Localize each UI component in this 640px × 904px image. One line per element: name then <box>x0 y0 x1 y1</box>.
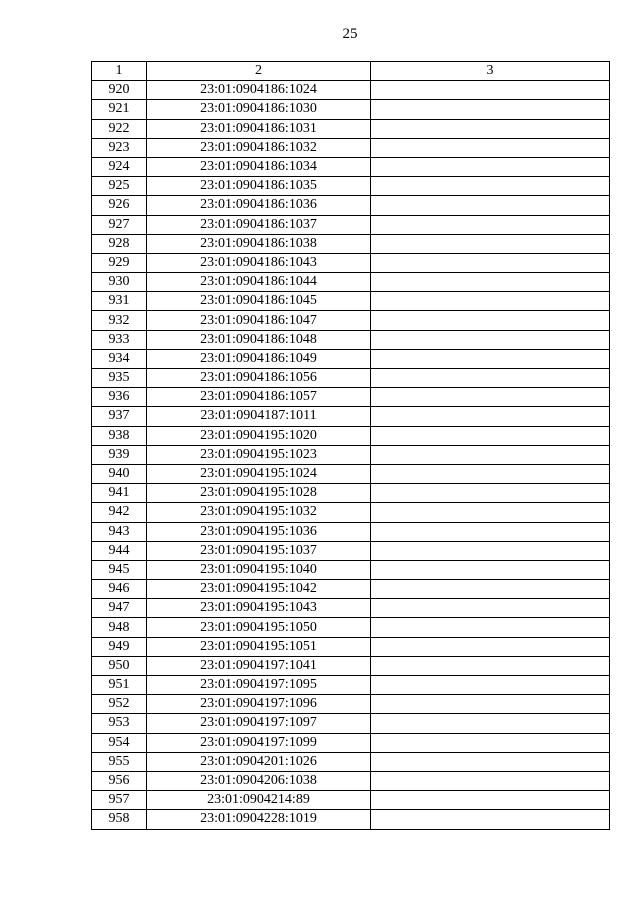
table-body <box>92 81 610 829</box>
cadastral-number-cell: 23:01:0904201:1026 <box>147 752 371 771</box>
note-cell <box>371 637 610 656</box>
cadastral-number-cell: 23:01:0904186:1037 <box>147 215 371 234</box>
row-number-cell: 958 <box>92 810 147 829</box>
table-row <box>92 407 610 426</box>
cadastral-number-cell: 23:01:0904186:1035 <box>147 177 371 196</box>
row-number-cell: 948 <box>92 618 147 637</box>
table-header-row <box>92 62 610 81</box>
cadastral-number-cell: 23:01:0904195:1042 <box>147 580 371 599</box>
row-number-cell: 923 <box>92 138 147 157</box>
table-row <box>92 484 610 503</box>
note-cell <box>371 752 610 771</box>
cadastral-number-cell: 23:01:0904186:1045 <box>147 292 371 311</box>
note-cell <box>371 407 610 426</box>
table-row <box>92 676 610 695</box>
row-number-cell: 940 <box>92 464 147 483</box>
cadastral-number-cell: 23:01:0904195:1023 <box>147 445 371 464</box>
note-cell <box>371 81 610 100</box>
note-cell <box>371 157 610 176</box>
cadastral-number-cell: 23:01:0904195:1024 <box>147 464 371 483</box>
table-row <box>92 580 610 599</box>
note-cell <box>371 618 610 637</box>
table-row <box>92 234 610 253</box>
cadastral-number-cell: 23:01:0904195:1043 <box>147 599 371 618</box>
table-row <box>92 791 610 810</box>
row-number-cell: 954 <box>92 733 147 752</box>
cadastral-number-cell: 23:01:0904197:1041 <box>147 656 371 675</box>
row-number-cell: 926 <box>92 196 147 215</box>
note-cell <box>371 426 610 445</box>
column-header-1: 1 <box>92 62 147 81</box>
note-cell <box>371 484 610 503</box>
table-row <box>92 311 610 330</box>
note-cell <box>371 503 610 522</box>
note-cell <box>371 810 610 829</box>
note-cell <box>371 369 610 388</box>
table-row <box>92 157 610 176</box>
row-number-cell: 944 <box>92 541 147 560</box>
table-row <box>92 503 610 522</box>
cadastral-number-cell: 23:01:0904187:1011 <box>147 407 371 426</box>
note-cell <box>371 177 610 196</box>
table-row <box>92 714 610 733</box>
table-row <box>92 349 610 368</box>
note-cell <box>371 119 610 138</box>
note-cell <box>371 771 610 790</box>
cadastral-number-cell: 23:01:0904186:1047 <box>147 311 371 330</box>
cadastral-number-cell: 23:01:0904186:1043 <box>147 253 371 272</box>
note-cell <box>371 311 610 330</box>
table-row <box>92 599 610 618</box>
cadastral-number-cell: 23:01:0904186:1044 <box>147 273 371 292</box>
table-row <box>92 522 610 541</box>
cadastral-number-cell: 23:01:0904197:1095 <box>147 676 371 695</box>
row-number-cell: 956 <box>92 771 147 790</box>
cadastral-number-cell: 23:01:0904186:1032 <box>147 138 371 157</box>
note-cell <box>371 733 610 752</box>
cadastral-number-cell: 23:01:0904186:1048 <box>147 330 371 349</box>
page-number: 25 <box>342 26 358 42</box>
row-number-cell: 957 <box>92 791 147 810</box>
row-number-cell: 942 <box>92 503 147 522</box>
note-cell <box>371 541 610 560</box>
note-cell <box>371 330 610 349</box>
table-row <box>92 426 610 445</box>
cadastral-number-cell: 23:01:0904186:1038 <box>147 234 371 253</box>
row-number-cell: 953 <box>92 714 147 733</box>
cadastral-number-cell: 23:01:0904214:89 <box>147 791 371 810</box>
table-row <box>92 369 610 388</box>
row-number-cell: 925 <box>92 177 147 196</box>
note-cell <box>371 445 610 464</box>
note-cell <box>371 215 610 234</box>
table-row <box>92 464 610 483</box>
row-number-cell: 933 <box>92 330 147 349</box>
cadastral-number-table <box>91 61 610 830</box>
cadastral-number-cell: 23:01:0904197:1097 <box>147 714 371 733</box>
cadastral-number-cell: 23:01:0904195:1020 <box>147 426 371 445</box>
row-number-cell: 936 <box>92 388 147 407</box>
cadastral-number-cell: 23:01:0904186:1056 <box>147 369 371 388</box>
row-number-cell: 924 <box>92 157 147 176</box>
row-number-cell: 952 <box>92 695 147 714</box>
cadastral-number-cell: 23:01:0904186:1057 <box>147 388 371 407</box>
table-row <box>92 656 610 675</box>
table-row <box>92 177 610 196</box>
table-row <box>92 771 610 790</box>
table-row <box>92 445 610 464</box>
row-number-cell: 937 <box>92 407 147 426</box>
cadastral-number-cell: 23:01:0904186:1031 <box>147 119 371 138</box>
note-cell <box>371 273 610 292</box>
table-row <box>92 215 610 234</box>
cadastral-number-cell: 23:01:0904186:1049 <box>147 349 371 368</box>
row-number-cell: 929 <box>92 253 147 272</box>
note-cell <box>371 100 610 119</box>
row-number-cell: 938 <box>92 426 147 445</box>
row-number-cell: 934 <box>92 349 147 368</box>
table-row <box>92 388 610 407</box>
cadastral-number-cell: 23:01:0904228:1019 <box>147 810 371 829</box>
table-row <box>92 273 610 292</box>
note-cell <box>371 349 610 368</box>
table-row <box>92 810 610 829</box>
note-cell <box>371 522 610 541</box>
cadastral-number-cell: 23:01:0904186:1024 <box>147 81 371 100</box>
note-cell <box>371 560 610 579</box>
cadastral-number-cell: 23:01:0904195:1028 <box>147 484 371 503</box>
table-row <box>92 292 610 311</box>
row-number-cell: 950 <box>92 656 147 675</box>
row-number-cell: 921 <box>92 100 147 119</box>
cadastral-number-cell: 23:01:0904197:1096 <box>147 695 371 714</box>
row-number-cell: 941 <box>92 484 147 503</box>
cadastral-number-cell: 23:01:0904195:1040 <box>147 560 371 579</box>
table-row <box>92 330 610 349</box>
note-cell <box>371 695 610 714</box>
note-cell <box>371 676 610 695</box>
row-number-cell: 951 <box>92 676 147 695</box>
row-number-cell: 935 <box>92 369 147 388</box>
cadastral-number-cell: 23:01:0904195:1037 <box>147 541 371 560</box>
table-row <box>92 138 610 157</box>
row-number-cell: 930 <box>92 273 147 292</box>
note-cell <box>371 464 610 483</box>
note-cell <box>371 138 610 157</box>
note-cell <box>371 791 610 810</box>
row-number-cell: 943 <box>92 522 147 541</box>
cadastral-number-cell: 23:01:0904186:1034 <box>147 157 371 176</box>
cadastral-number-cell: 23:01:0904195:1036 <box>147 522 371 541</box>
row-number-cell: 928 <box>92 234 147 253</box>
cadastral-number-cell: 23:01:0904195:1050 <box>147 618 371 637</box>
note-cell <box>371 599 610 618</box>
row-number-cell: 931 <box>92 292 147 311</box>
table-row <box>92 695 610 714</box>
table-row <box>92 733 610 752</box>
cadastral-number-cell: 23:01:0904206:1038 <box>147 771 371 790</box>
row-number-cell: 955 <box>92 752 147 771</box>
cadastral-number-cell: 23:01:0904197:1099 <box>147 733 371 752</box>
table-row <box>92 618 610 637</box>
table-row <box>92 560 610 579</box>
row-number-cell: 927 <box>92 215 147 234</box>
table-row <box>92 100 610 119</box>
row-number-cell: 932 <box>92 311 147 330</box>
cadastral-number-cell: 23:01:0904195:1032 <box>147 503 371 522</box>
cadastral-number-cell: 23:01:0904186:1030 <box>147 100 371 119</box>
note-cell <box>371 656 610 675</box>
table-row <box>92 752 610 771</box>
row-number-cell: 939 <box>92 445 147 464</box>
row-number-cell: 920 <box>92 81 147 100</box>
note-cell <box>371 253 610 272</box>
table-row <box>92 196 610 215</box>
table-row <box>92 637 610 656</box>
note-cell <box>371 388 610 407</box>
note-cell <box>371 234 610 253</box>
note-cell <box>371 714 610 733</box>
table-row <box>92 81 610 100</box>
column-header-3: 3 <box>371 62 610 81</box>
row-number-cell: 922 <box>92 119 147 138</box>
cadastral-number-cell: 23:01:0904186:1036 <box>147 196 371 215</box>
row-number-cell: 947 <box>92 599 147 618</box>
row-number-cell: 945 <box>92 560 147 579</box>
row-number-cell: 946 <box>92 580 147 599</box>
cadastral-number-cell: 23:01:0904195:1051 <box>147 637 371 656</box>
column-header-2: 2 <box>147 62 371 81</box>
table-row <box>92 119 610 138</box>
note-cell <box>371 196 610 215</box>
table-row <box>92 541 610 560</box>
row-number-cell: 949 <box>92 637 147 656</box>
table-row <box>92 253 610 272</box>
note-cell <box>371 292 610 311</box>
note-cell <box>371 580 610 599</box>
